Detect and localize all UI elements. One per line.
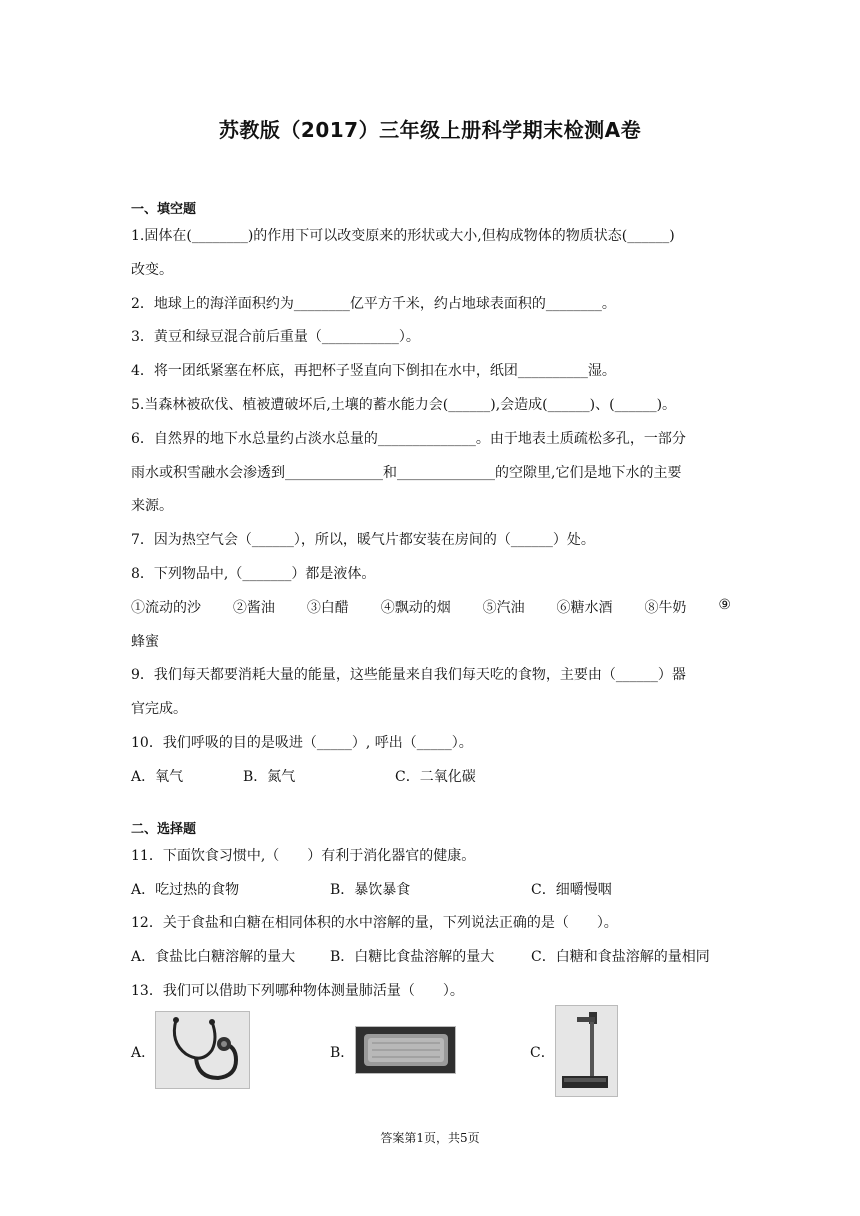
- question-3: 3．黄豆和绿豆混合前后重量（___________）。: [131, 329, 420, 345]
- option: B．氮气: [243, 769, 296, 785]
- option-c-label: C．: [530, 1045, 555, 1061]
- question-1-line-1: 1.固体在(________)的作用下可以改变原来的形状或大小,但构成物体的物质状态(______): [131, 228, 675, 244]
- option-b-label: B．: [330, 1045, 355, 1061]
- option-a-label: A．: [131, 1045, 156, 1061]
- question-10: 10．我们呼吸的目的是吸进（_____）, 呼出（_____）。: [131, 735, 473, 751]
- option: B．白糖比食盐溶解的量大: [330, 949, 495, 965]
- question-8-line-3: 蜂蜜: [131, 634, 159, 650]
- option: ③白醋: [306, 600, 349, 616]
- question-9-line-2: 官完成。: [131, 701, 187, 717]
- option: ⑤汽油: [482, 600, 525, 616]
- option: ⑨: [718, 597, 731, 613]
- question-11: 11．下面饮食习惯中,（ ）有利于消化器官的健康。: [131, 848, 476, 864]
- option: C．二氧化碳: [395, 769, 476, 785]
- option: A．氧气: [131, 769, 184, 785]
- option: C．白糖和食盐溶解的量相同: [531, 949, 710, 965]
- question-11-options: [131, 879, 731, 899]
- question-4: 4．将一团纸紧塞在杯底，再把杯子竖直向下倒扣在水中，纸团__________湿。: [131, 363, 616, 379]
- option: ⑧牛奶: [644, 600, 687, 616]
- option: A．食盐比白糖溶解的量大: [131, 949, 296, 965]
- option: ④飘动的烟: [380, 600, 451, 616]
- bag-icon: [355, 1026, 456, 1074]
- question-12-options: [131, 946, 731, 966]
- question-8-options: [131, 597, 731, 617]
- scale-icon: [555, 1005, 618, 1097]
- question-9-line-1: 9．我们每天都要消耗大量的能量，这些能量来自我们每天吃的食物，主要由（______）器: [131, 667, 686, 683]
- question-12: 12．关于食盐和白糖在相同体积的水中溶解的量，下列说法正确的是（ ）。: [131, 915, 618, 931]
- question-5: 5.当森林被砍伐、植被遭破坏后,土壤的蓄水能力会(______),会造成(______)、(______)。: [131, 397, 677, 413]
- option: ①流动的沙: [131, 600, 201, 616]
- question-6-line-2: 雨水或积雪融水会渗透到______________和______________的空隙里,它们是地下水的主要: [131, 465, 682, 481]
- question-6-line-3: 来源。: [131, 498, 173, 514]
- section-heading-fill: 一、填空题: [131, 202, 197, 217]
- page-title: 苏教版（2017）三年级上册科学期末检测A卷: [218, 118, 642, 142]
- section-heading-choice: 二、选择题: [131, 822, 197, 837]
- question-13: 13．我们可以借助下列哪种物体测量肺活量（ ）。: [131, 983, 464, 999]
- question-10-options: [131, 766, 731, 786]
- stethoscope-icon: [155, 1011, 250, 1089]
- question-2: 2．地球上的海洋面积约为________亿平方千米，约占地球表面积的________。: [131, 296, 616, 312]
- question-1-line-2: 改变。: [131, 262, 173, 278]
- question-8: 8．下列物品中,（_______）都是液体。: [131, 566, 376, 582]
- page-footer: 答案第1页，共5页: [380, 1131, 480, 1145]
- option: A．吃过热的食物: [131, 882, 240, 898]
- option: ⑥糖水酒: [556, 600, 613, 616]
- option: B．暴饮暴食: [330, 882, 411, 898]
- option: ②酱油: [232, 600, 275, 616]
- question-7: 7．因为热空气会（______），所以，暖气片都安装在房间的（______）处。: [131, 532, 595, 548]
- question-6-line-1: 6．自然界的地下水总量约占淡水总量的______________。由于地表土质疏松多孔，一部分: [131, 431, 686, 447]
- option: C．细嚼慢咽: [531, 882, 612, 898]
